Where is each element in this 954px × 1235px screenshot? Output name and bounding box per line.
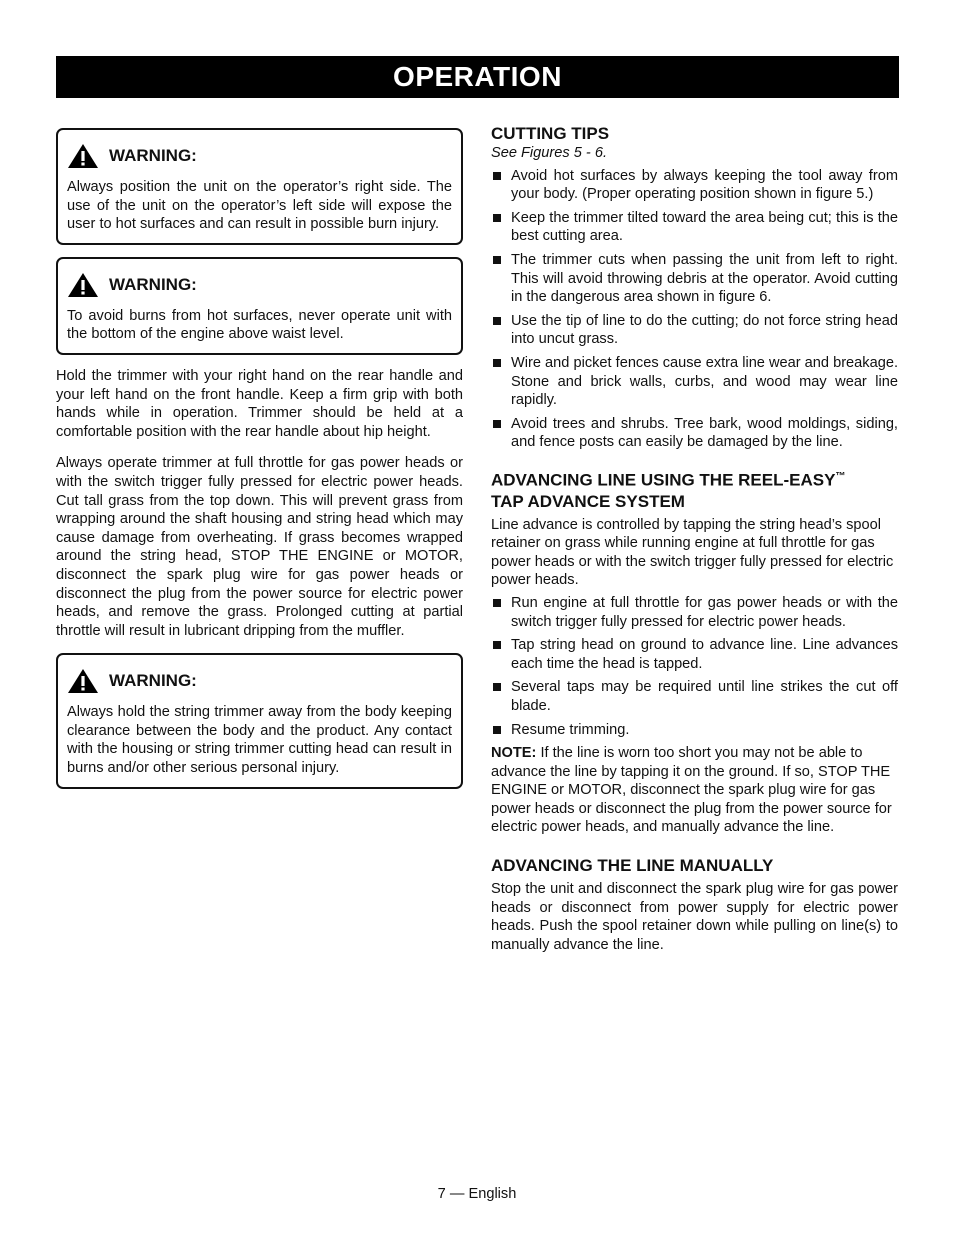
bullet-square-icon [493, 683, 501, 691]
bullet-square-icon [493, 726, 501, 734]
warning-title: WARNING: [109, 671, 197, 691]
list-item: Avoid trees and shrubs. Tree bark, wood moldings, siding, and fence posts can easily be damaged by the line. [491, 415, 898, 452]
list-item: Several taps may be required until line strikes the cut off blade. [491, 678, 898, 715]
note-label: NOTE: [491, 745, 537, 762]
cutting-tips-list [491, 167, 898, 452]
section-heading-manual-advance: ADVANCING THE LINE MANUALLY [491, 856, 774, 876]
page-title-bar [56, 56, 899, 98]
list-item: Wire and picket fences cause extra line wear and breakage. Stone and brick walls, curbs, and wood may wear line rapidly. [491, 354, 898, 410]
warning-header [67, 272, 452, 298]
warning-triangle-icon [67, 668, 99, 694]
page-title: OPERATION [393, 61, 562, 92]
warning-text: To avoid burns from hot surfaces, never operate unit with the bottom of the engine above waist level. [67, 307, 452, 343]
list-item: Run engine at full throttle for gas power heads or with the switch trigger fully pressed for electric power heads. [491, 594, 898, 631]
warning-box-1 [56, 128, 463, 245]
page-footer: 7 — English [437, 1186, 517, 1202]
warning-text: Always hold the string trimmer away from the body keeping clearance between the body and the product. Any contact with the housing or string trimmer cutting head can result in burns and/or other serious personal injury. [67, 704, 452, 777]
list-item: Use the tip of line to do the cutting; do not force string head into uncut grass. [491, 312, 898, 349]
figure-reference: See Figures 5 - 6. [491, 145, 607, 161]
bullet-square-icon [493, 256, 501, 264]
list-item: Avoid hot surfaces by always keeping the tool away from your body. (Proper operating position shown in figure 5.) [491, 167, 898, 204]
bullet-square-icon [493, 420, 501, 428]
body-paragraph-throttle: Always operate trimmer at full throttle for gas power heads or with the switch trigger fully pressed for electric power heads. Cut tall grass from the top down. This will prevent grass from wrapping around the shaft housing and string head which may cause damage from overheating. If grass becomes wrapped around the string head, STOP THE ENGINE or MOTOR, disconnect the spark plug wire for gas power heads or disconnect the plug from the power source for electric power heads, and remove the grass. Prolonged cutting at partial throttle will result in lubricant dripping from the muffler. [56, 455, 463, 639]
reel-easy-steps-list [491, 594, 898, 739]
section-heading-cutting-tips: CUTTING TIPS [491, 124, 610, 143]
warning-header [67, 143, 452, 169]
right-column [491, 123, 898, 967]
warning-title: WARNING: [109, 146, 197, 165]
bullet-square-icon [493, 172, 501, 180]
manual-advance-text: Stop the unit and disconnect the spark plug wire for gas power heads or disconnect from power supply for electric power heads. Push the spool retainer down while pulling on line(s) to manually advance the line. [491, 881, 898, 953]
reel-easy-intro: Line advance is controlled by tapping the string head’s spool retainer on grass while running engine at full throttle for gas power heads or with the switch trigger fully pressed for electric power heads. [491, 516, 894, 589]
warning-box-3 [56, 653, 463, 788]
note-text: If the line is worn too short you may not be able to advance the line by tapping it on the ground. If so, STOP THE ENGINE or MOTOR, disconnect the spark plug wire for gas power heads or disconnect the plug from the power source for electric power heads, and manually advance the line. [491, 745, 892, 836]
note-paragraph [491, 744, 898, 837]
warning-box-2 [56, 257, 463, 355]
bullet-square-icon [493, 359, 501, 367]
warning-title: WARNING: [109, 274, 197, 294]
list-item: Resume trimming. [491, 721, 898, 740]
left-column [56, 128, 463, 801]
trademark-symbol: ™ [835, 470, 846, 482]
list-item: The trimmer cuts when passing the unit from left to right. This will avoid throwing debris at the operator. Avoid cutting in the dangerous area shown in figure 6. [491, 251, 898, 307]
warning-triangle-icon [67, 143, 99, 169]
warning-triangle-icon [67, 272, 99, 298]
bullet-square-icon [493, 641, 501, 649]
bullet-square-icon [493, 599, 501, 607]
bullet-square-icon [493, 317, 501, 325]
warning-header [67, 668, 452, 694]
section-heading-reel-easy: ADVANCING LINE USING THE REEL-EASY™ TAP ADVANCE SYSTEM [491, 470, 846, 511]
list-item: Tap string head on ground to advance line. Line advances each time the head is tapped. [491, 636, 898, 673]
warning-text: Always position the unit on the operator’s right side. The use of the unit on the operator’s left side will expose the user to hot surfaces and can result in possible burn injury. [67, 179, 452, 233]
bullet-square-icon [493, 214, 501, 222]
list-item: Keep the trimmer tilted toward the area being cut; this is the best cutting area. [491, 209, 898, 246]
body-paragraph-grip: Hold the trimmer with your right hand on the rear handle and your left hand on the front handle. Keep a firm grip with both hands while in operation. Trimmer should be held at a comfortable position with the rear handle about hip height. [56, 367, 463, 440]
